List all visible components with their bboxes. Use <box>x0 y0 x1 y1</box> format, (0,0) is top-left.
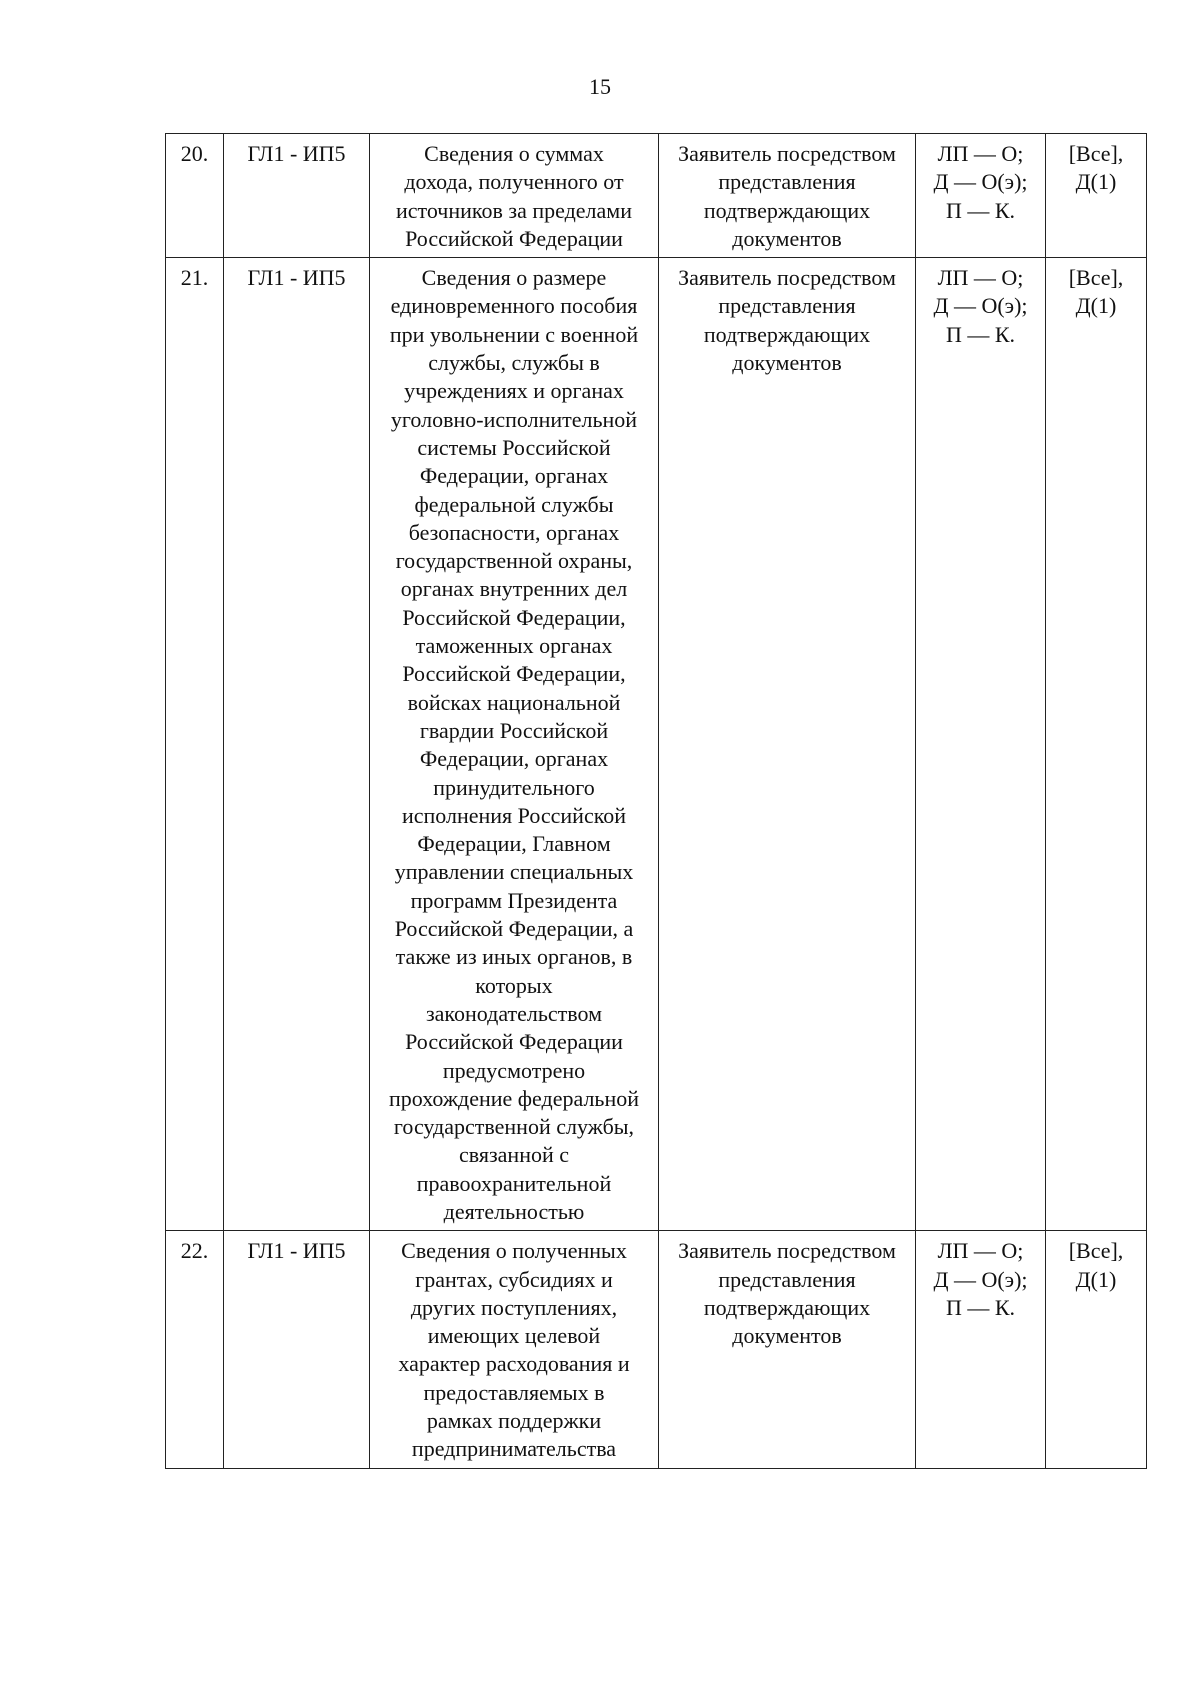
cell-line: П — К. <box>945 1294 1016 1320</box>
cell-line: связанной с <box>458 1142 570 1168</box>
cell-line: документов <box>732 350 842 376</box>
cell-line: [Все], <box>1068 265 1124 291</box>
row-code: ГЛ1 - ИП5 <box>224 258 370 1231</box>
cell-line: дохода, полученного от <box>404 169 624 195</box>
row-source <box>659 258 916 1231</box>
cell-line: ЛП — О; <box>937 1238 1024 1264</box>
page-number: 15 <box>589 74 611 99</box>
cell-line: представления <box>718 1266 856 1292</box>
cell-line: рамках поддержки <box>426 1408 602 1434</box>
cell-line: управлении специальных <box>394 859 634 885</box>
cell-line: войсках национальной <box>407 689 621 715</box>
cell-line: П — К. <box>945 321 1016 347</box>
cell-line: Российской Федерации, <box>402 604 626 630</box>
cell-line: законодательством <box>425 1000 603 1026</box>
row-recipients <box>1046 134 1147 258</box>
row-code: ГЛ1 - ИП5 <box>224 1231 370 1468</box>
cell-line: представления <box>718 293 856 319</box>
row-access <box>916 1231 1046 1468</box>
records-table <box>165 133 1147 1469</box>
cell-line: имеющих целевой <box>427 1323 601 1349</box>
cell-line: других поступлениях, <box>410 1294 618 1320</box>
row-access <box>916 258 1046 1231</box>
row-number: 22. <box>166 1231 224 1468</box>
cell-line: программ Президента <box>410 887 618 913</box>
cell-line: Сведения о полученных <box>401 1238 627 1264</box>
cell-line: уголовно-исполнительной <box>390 406 638 432</box>
cell-line: которых <box>475 972 553 998</box>
cell-line: подтверждающих <box>703 321 871 347</box>
row-recipients <box>1046 258 1147 1231</box>
row-description <box>370 258 659 1231</box>
cell-line: источников за пределами <box>396 197 632 223</box>
cell-line: [Все], <box>1068 1238 1124 1264</box>
cell-line: Федерации, органах <box>419 746 609 772</box>
cell-line: предпринимательства <box>411 1436 617 1462</box>
cell-line: государственной службы, <box>393 1114 635 1140</box>
cell-line: Российской Федерации <box>405 1029 623 1055</box>
cell-line: единовременного пособия <box>390 293 638 319</box>
cell-line: при увольнении с военной <box>389 321 639 347</box>
table-row <box>166 258 1147 1231</box>
cell-line: таможенных органах <box>415 633 613 659</box>
cell-line: системы Российской <box>417 434 611 460</box>
cell-line: подтверждающих <box>703 1294 871 1320</box>
cell-line: безопасности, органах <box>408 519 620 545</box>
cell-line: предусмотрено <box>442 1057 586 1083</box>
cell-line: Д — О(э); <box>933 1266 1028 1292</box>
row-access <box>916 134 1046 258</box>
row-source <box>659 134 916 258</box>
cell-line: [Все], <box>1068 141 1124 166</box>
cell-line: гвардии Российской <box>419 717 609 743</box>
cell-line: документов <box>732 1323 842 1349</box>
cell-line: Сведения о суммах <box>424 141 604 166</box>
cell-line: Д(1) <box>1075 169 1117 195</box>
cell-line: Заявитель посредством <box>678 141 896 166</box>
cell-line: представления <box>718 169 856 195</box>
cell-line: подтверждающих <box>703 197 871 223</box>
cell-line: исполнения Российской <box>401 802 627 828</box>
cell-line: службы, службы в <box>428 350 600 376</box>
row-description <box>370 134 659 258</box>
cell-line: Федерации, Главном <box>417 831 611 857</box>
row-number: 20. <box>166 134 224 258</box>
cell-line: ЛП — О; <box>937 265 1024 291</box>
cell-line: ЛП — О; <box>937 141 1024 166</box>
cell-line: Российской Федерации, <box>402 661 626 687</box>
row-source <box>659 1231 916 1468</box>
cell-line: Сведения о размере <box>421 265 607 291</box>
cell-line: органах внутренних дел <box>400 576 628 602</box>
cell-line: Заявитель посредством <box>678 1238 896 1264</box>
table-row <box>166 134 1147 258</box>
cell-line: Д(1) <box>1075 293 1117 319</box>
cell-line: также из иных органов, в <box>395 944 633 970</box>
cell-line: характер расходования и <box>398 1351 630 1377</box>
cell-line: федеральной службы <box>414 491 614 517</box>
cell-line: принудительного <box>433 774 595 800</box>
cell-line: Д — О(э); <box>933 293 1028 319</box>
table-row <box>166 1231 1147 1468</box>
row-recipients <box>1046 1231 1147 1468</box>
cell-line: Д — О(э); <box>933 169 1028 195</box>
cell-line: прохождение федеральной <box>388 1085 639 1111</box>
cell-line: правоохранительной <box>416 1170 612 1196</box>
row-number: 21. <box>166 258 224 1231</box>
cell-line: предоставляемых в <box>423 1379 605 1405</box>
cell-line: деятельностью <box>443 1198 585 1224</box>
row-description <box>370 1231 659 1468</box>
cell-line: Д(1) <box>1075 1266 1117 1292</box>
cell-line: Российской Федерации, а <box>394 916 634 942</box>
cell-line: П — К. <box>945 197 1016 223</box>
records-table-body <box>166 134 1147 1469</box>
cell-line: грантах, субсидиях и <box>415 1266 613 1292</box>
cell-line: Заявитель посредством <box>678 265 896 291</box>
cell-line: Российской Федерации <box>405 225 623 251</box>
cell-line: учреждениях и органах <box>404 378 624 404</box>
cell-line: документов <box>732 225 842 251</box>
row-code: ГЛ1 - ИП5 <box>224 134 370 258</box>
cell-line: государственной охраны, <box>395 548 633 574</box>
cell-line: Федерации, органах <box>419 463 609 489</box>
